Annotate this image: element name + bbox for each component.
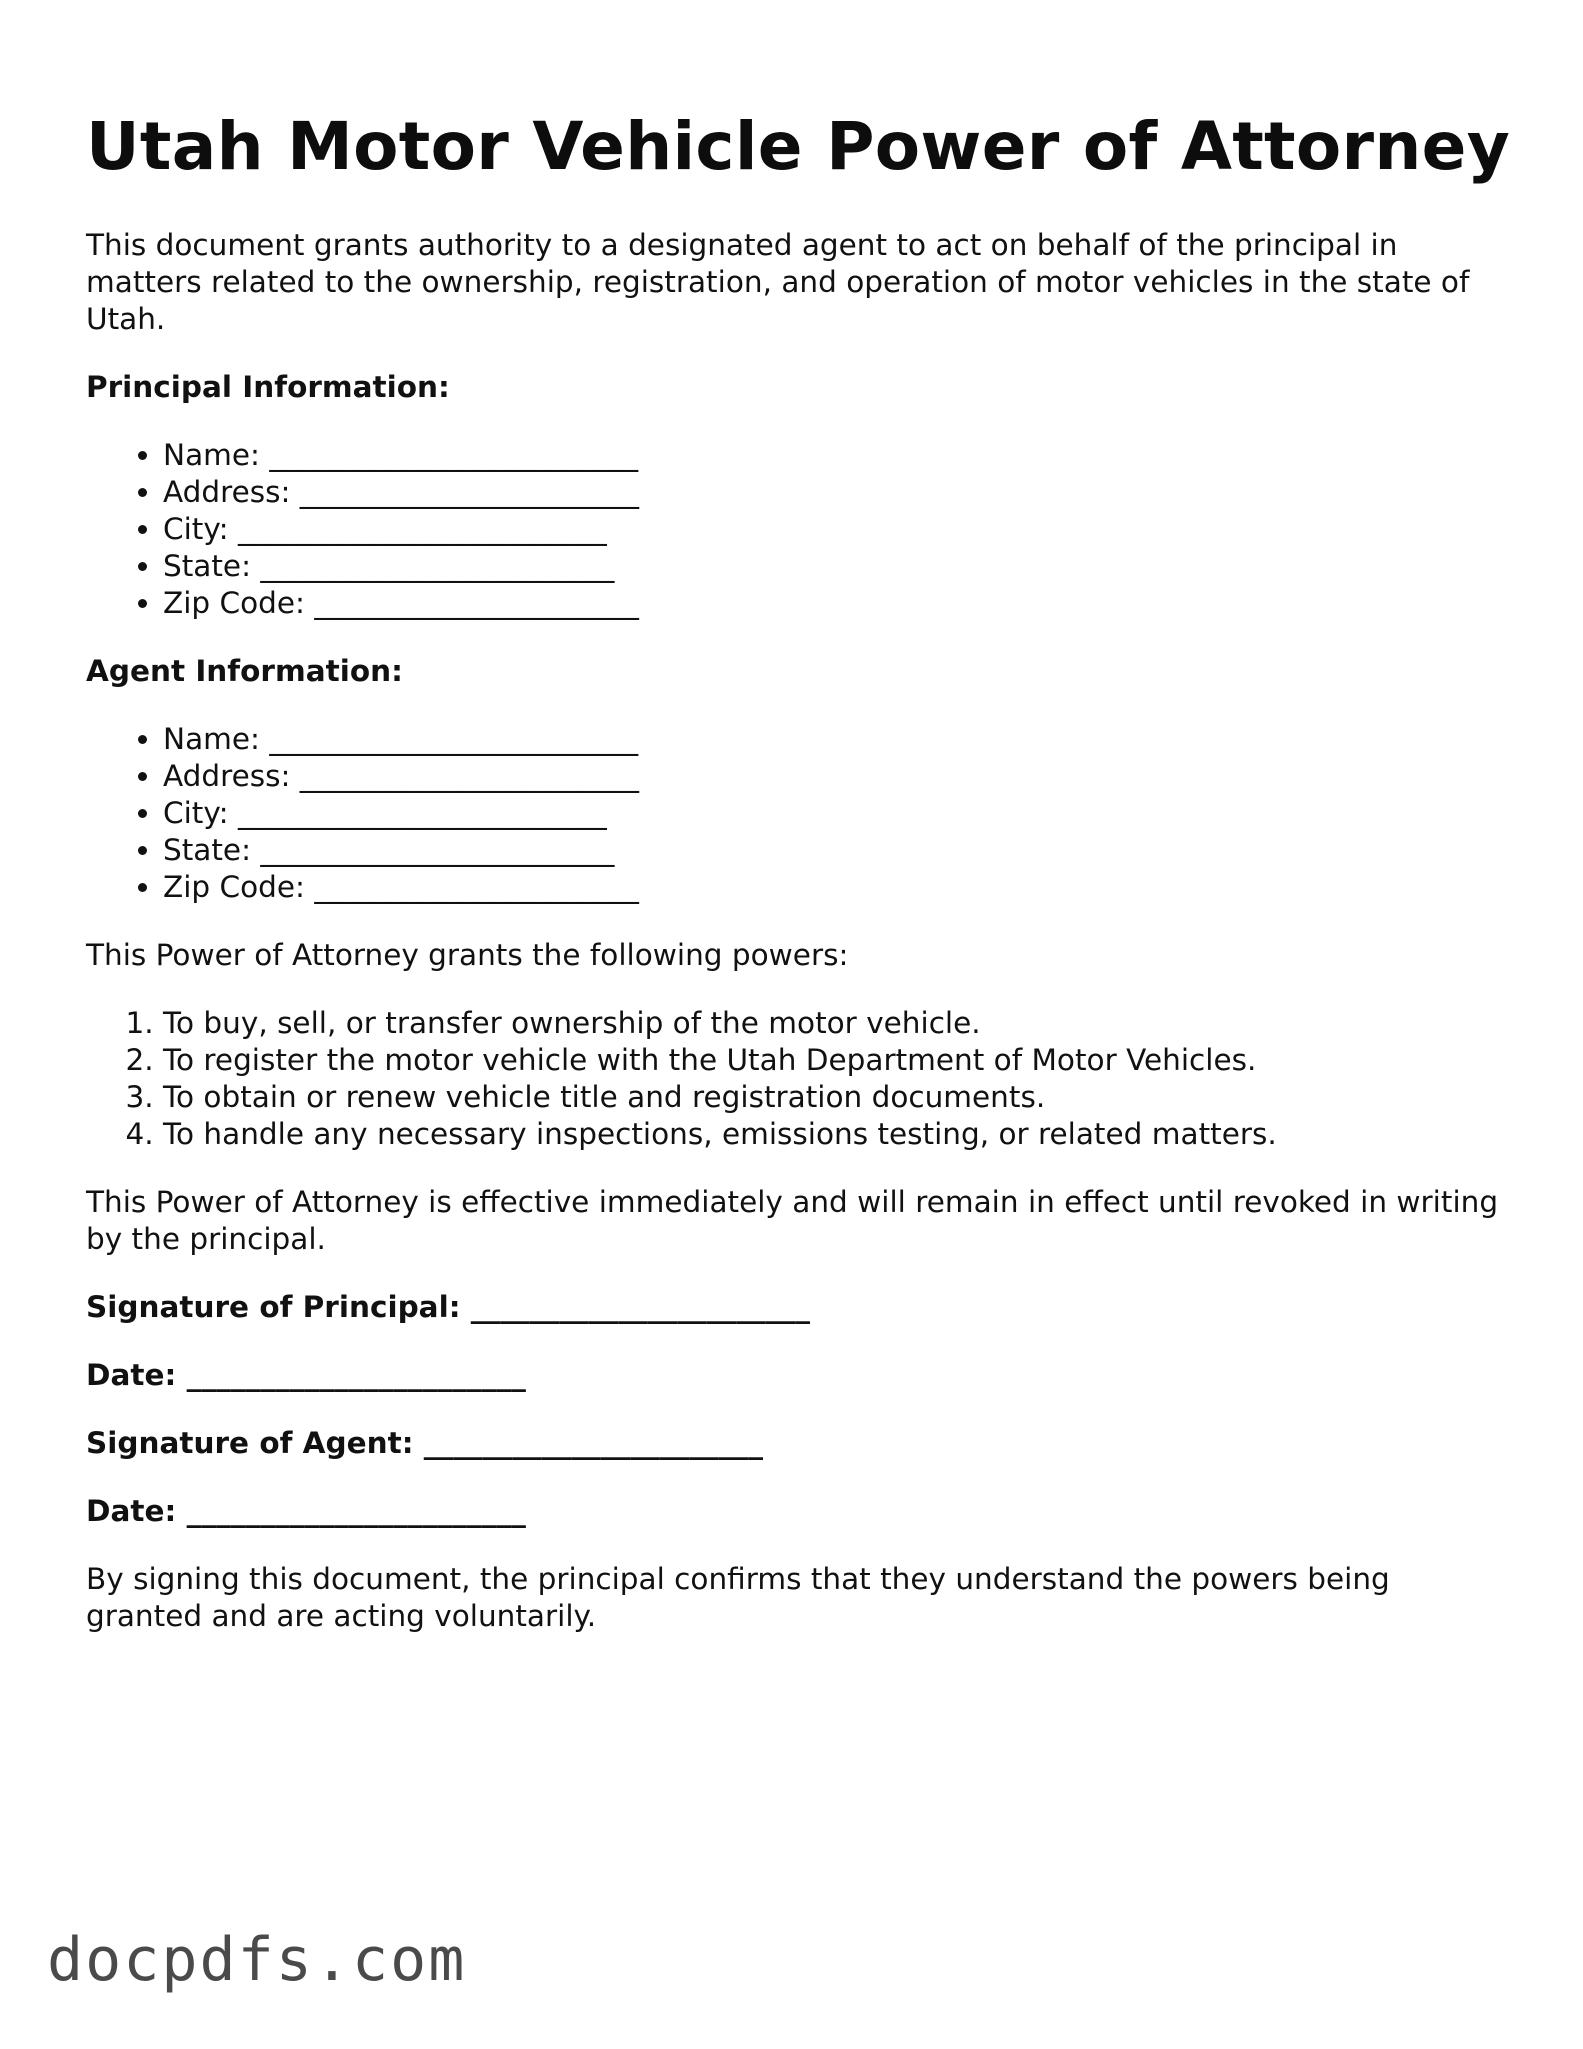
intro-paragraph: This document grants authority to a designated agent to act on behalf of the principal in matters related to the ownership, registration, and operation of motor vehicles in the state of Utah. xyxy=(86,228,1470,336)
power-item: 4. To handle any necessary inspections, emissions testing, or related matters. xyxy=(163,1116,1506,1153)
principal-state-field: • State: ________________________ xyxy=(163,548,1506,585)
powers-intro: This Power of Attorney grants the following powers: xyxy=(86,938,849,972)
document-title: Utah Motor Vehicle Power of Attorney xyxy=(86,108,1511,185)
agent-address-field: • Address: _______________________ xyxy=(163,758,1506,795)
principal-address-field: • Address: _______________________ xyxy=(163,474,1506,511)
power-item: 3. To obtain or renew vehicle title and registration documents. xyxy=(163,1079,1506,1116)
agent-state-field: • State: ________________________ xyxy=(163,832,1506,869)
agent-fields-list xyxy=(86,721,1506,906)
agent-city-field: • City: _________________________ xyxy=(163,795,1506,832)
power-item: 1. To buy, sell, or transfer ownership of the motor vehicle. xyxy=(163,1005,1506,1042)
principal-signature-line: Signature of Principal: _______________________ xyxy=(86,1290,811,1324)
principal-city-field: • City: _________________________ xyxy=(163,511,1506,548)
closing-paragraph: By signing this document, the principal confirms that they understand the powers being granted and are acting voluntarily. xyxy=(86,1562,1390,1633)
principal-date-line: Date: _______________________ xyxy=(86,1358,526,1392)
principal-zip-field: • Zip Code: ______________________ xyxy=(163,585,1506,622)
principal-heading: Principal Information: xyxy=(86,370,450,404)
powers-list xyxy=(86,1005,1506,1153)
principal-name-field: • Name: _________________________ xyxy=(163,437,1506,474)
document-body xyxy=(86,227,1506,1666)
power-item: 2. To register the motor vehicle with the Utah Department of Motor Vehicles. xyxy=(163,1042,1506,1079)
agent-date-line: Date: _______________________ xyxy=(86,1494,526,1528)
agent-heading: Agent Information: xyxy=(86,654,403,688)
effective-paragraph: This Power of Attorney is effective immediately and will remain in effect until revoked in writing by the principal. xyxy=(86,1185,1499,1256)
principal-fields-list xyxy=(86,437,1506,622)
agent-signature-line: Signature of Agent: _______________________ xyxy=(86,1426,764,1460)
agent-zip-field: • Zip Code: ______________________ xyxy=(163,869,1506,906)
watermark: docpdfs.com xyxy=(47,1925,467,1995)
agent-name-field: • Name: _________________________ xyxy=(163,721,1506,758)
